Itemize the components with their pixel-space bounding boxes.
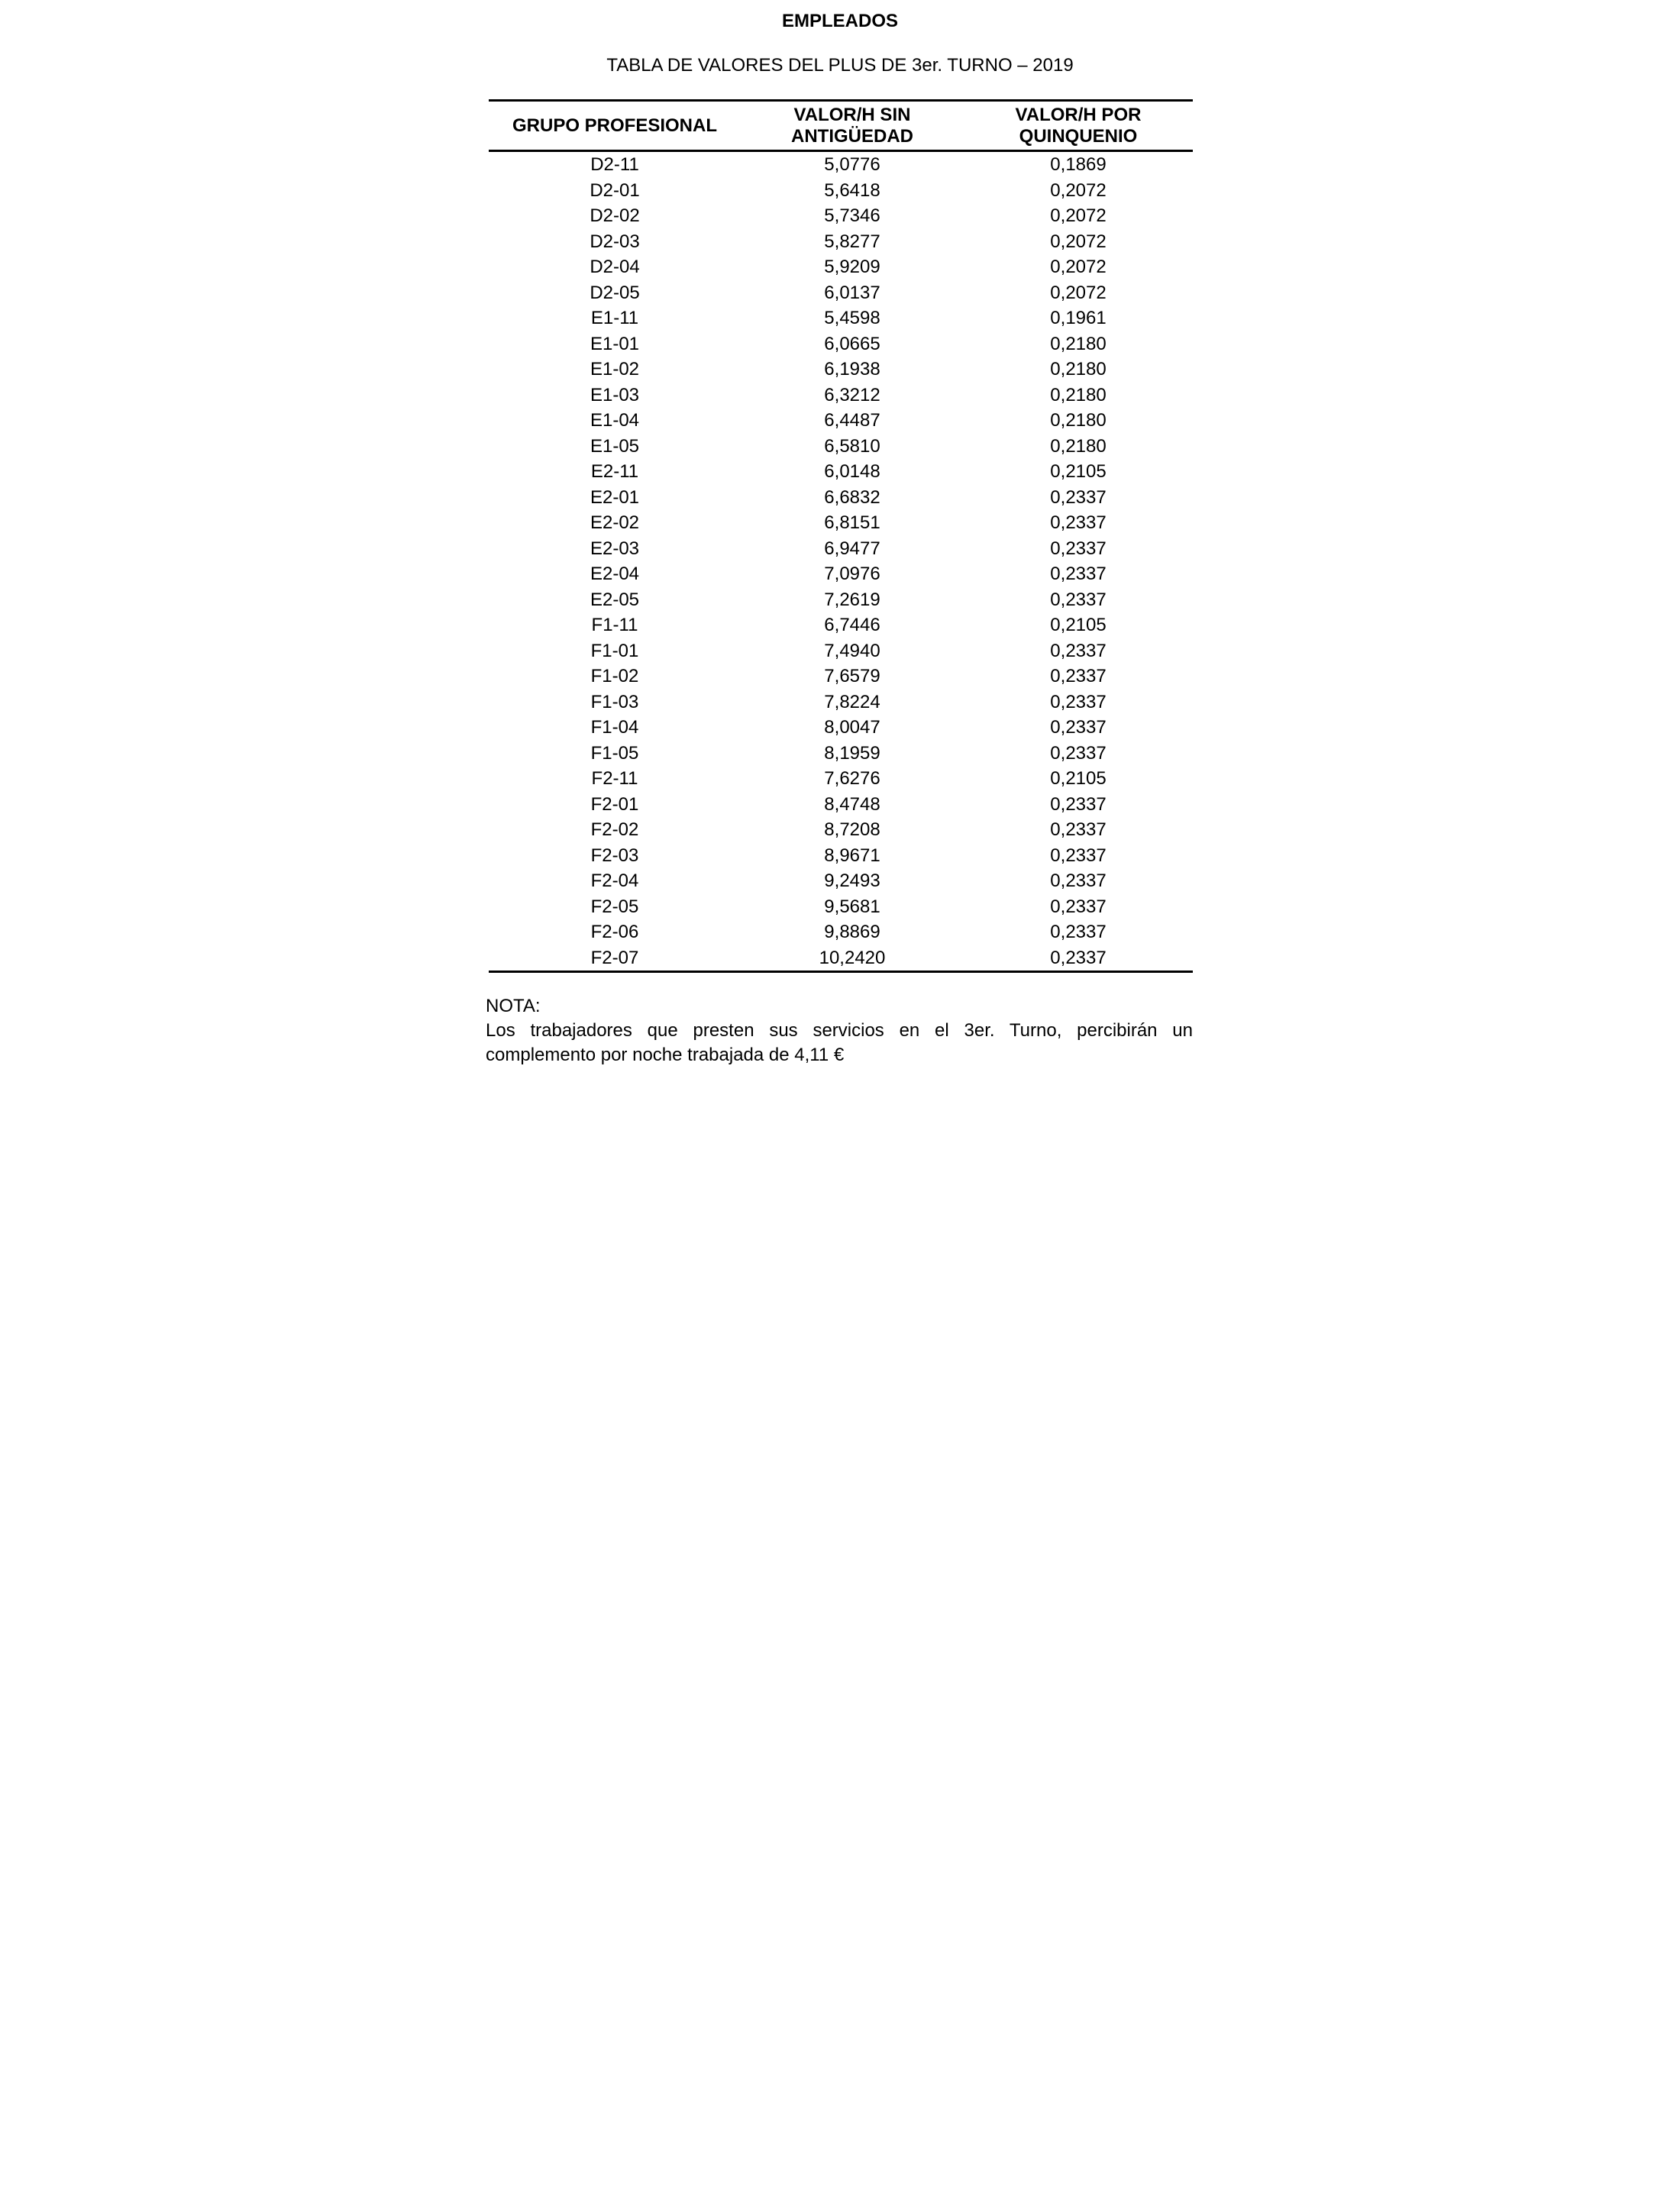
header-valor-sin-antiguedad-line1: VALOR/H SIN (793, 104, 911, 125)
cell-valor-por-quinquenio: 0,2337 (1050, 742, 1107, 764)
cell-valor-por-quinquenio: 0,2337 (1050, 538, 1107, 559)
cell-valor-sin-antiguedad: 6,3212 (824, 384, 880, 405)
cell-valor-sin-antiguedad: 5,0776 (824, 154, 880, 175)
cell-valor-por-quinquenio: 0,2072 (1050, 257, 1107, 277)
header-valor-por-quinquenio-line1: VALOR/H POR (1015, 104, 1142, 125)
cell-valor-por-quinquenio: 0,2180 (1050, 410, 1107, 431)
cell-valor-por-quinquenio: 0,2337 (1050, 666, 1107, 686)
cell-valor-sin-antiguedad: 5,9209 (824, 257, 880, 277)
cell-grupo-profesional: F2-04 (590, 870, 639, 891)
cell-valor-por-quinquenio: 0,2337 (1050, 845, 1107, 866)
cell-grupo-profesional: E1-11 (590, 308, 639, 328)
cell-valor-por-quinquenio: 0,2337 (1050, 512, 1107, 533)
cell-valor-sin-antiguedad: 6,7446 (824, 615, 880, 635)
table-row (489, 510, 1193, 536)
cell-grupo-profesional: F2-05 (590, 896, 639, 917)
table-row (489, 690, 1193, 715)
cell-grupo-profesional: E1-05 (590, 435, 640, 457)
table-row (489, 919, 1193, 945)
cell-valor-por-quinquenio: 0,2180 (1050, 333, 1107, 354)
cell-grupo-profesional: F2-11 (591, 768, 638, 789)
table-row (489, 485, 1193, 511)
header-valor-sin-antiguedad-line2: ANTIGÜEDAD (791, 125, 913, 147)
cell-grupo-profesional: F2-03 (590, 845, 639, 866)
cell-valor-sin-antiguedad: 7,6276 (824, 768, 880, 789)
cell-valor-por-quinquenio: 0,2337 (1050, 717, 1107, 738)
cell-valor-por-quinquenio: 0,2337 (1050, 819, 1107, 840)
cell-grupo-profesional: F1-03 (590, 691, 639, 712)
cell-valor-por-quinquenio: 0,2337 (1050, 564, 1107, 584)
table-row (489, 383, 1193, 409)
values-table (489, 99, 1193, 973)
cell-valor-por-quinquenio: 0,2072 (1050, 179, 1107, 201)
cell-valor-por-quinquenio: 0,2072 (1050, 282, 1107, 303)
cell-grupo-profesional: E2-04 (590, 564, 640, 584)
header-grupo-profesional (489, 101, 741, 151)
note-label: NOTA: (486, 996, 541, 1016)
table-row (489, 280, 1193, 306)
cell-valor-por-quinquenio: 0,2105 (1050, 768, 1107, 789)
cell-valor-sin-antiguedad: 6,0148 (824, 461, 880, 482)
cell-grupo-profesional: D2-01 (590, 179, 640, 201)
table-row (489, 843, 1193, 869)
cell-valor-sin-antiguedad: 5,6418 (824, 179, 880, 201)
cell-grupo-profesional: F1-04 (590, 717, 639, 738)
table-row (489, 561, 1193, 587)
cell-grupo-profesional: E2-11 (590, 461, 639, 482)
cell-valor-sin-antiguedad: 8,4748 (824, 793, 880, 815)
cell-valor-por-quinquenio: 0,2337 (1050, 691, 1107, 712)
cell-valor-sin-antiguedad: 6,5810 (824, 435, 880, 457)
cell-valor-sin-antiguedad: 6,0665 (824, 333, 880, 354)
cell-grupo-profesional: D2-11 (590, 154, 639, 175)
cell-valor-por-quinquenio: 0,2337 (1050, 922, 1107, 942)
header-valor-sin-antiguedad (741, 101, 964, 151)
table-row (489, 638, 1193, 664)
cell-grupo-profesional: F1-01 (590, 640, 639, 661)
table-row (489, 766, 1193, 792)
table-row (489, 536, 1193, 562)
cell-valor-sin-antiguedad: 6,0137 (824, 282, 880, 303)
table-row (489, 178, 1193, 204)
table-row (489, 459, 1193, 485)
cell-valor-por-quinquenio: 0,2337 (1050, 640, 1107, 661)
header-grupo-profesional-label: GRUPO PROFESIONAL (512, 115, 718, 136)
cell-grupo-profesional: E1-02 (590, 359, 640, 379)
cell-valor-sin-antiguedad: 5,8277 (824, 231, 880, 252)
cell-grupo-profesional: D2-02 (590, 205, 640, 226)
table-row (489, 945, 1193, 972)
note-block (486, 994, 1193, 1067)
cell-valor-por-quinquenio: 0,2337 (964, 945, 1193, 972)
cell-valor-sin-antiguedad: 10,2420 (741, 945, 964, 972)
cell-valor-por-quinquenio: 0,2337 (1050, 896, 1107, 917)
cell-valor-sin-antiguedad: 5,4598 (824, 308, 880, 328)
cell-valor-sin-antiguedad: 9,5681 (824, 896, 880, 917)
cell-grupo-profesional: D2-03 (590, 231, 640, 252)
cell-valor-sin-antiguedad: 6,8151 (824, 512, 880, 533)
cell-valor-por-quinquenio: 0,2180 (1050, 384, 1107, 405)
cell-grupo-profesional: E1-01 (590, 333, 640, 354)
table-body (489, 151, 1193, 972)
table-row (489, 715, 1193, 741)
values-table-container (489, 99, 1193, 973)
table-row (489, 408, 1193, 434)
table-row (489, 612, 1193, 638)
cell-grupo-profesional: E2-05 (590, 589, 640, 610)
cell-valor-por-quinquenio: 0,2072 (1050, 231, 1107, 252)
cell-valor-por-quinquenio: 0,2337 (1050, 486, 1107, 508)
note-text: Los trabajadores que presten sus servicios en el 3er. Turno, percibirán un complemento por noche trabajada de 4,11 € (486, 1020, 1193, 1065)
cell-valor-sin-antiguedad: 8,0047 (824, 717, 880, 738)
table-row (489, 817, 1193, 843)
cell-grupo-profesional: F2-01 (590, 793, 639, 815)
cell-grupo-profesional: E2-03 (590, 538, 640, 559)
cell-valor-sin-antiguedad: 7,4940 (824, 640, 880, 661)
cell-grupo-profesional: E2-01 (590, 486, 640, 508)
table-row (489, 587, 1193, 613)
cell-grupo-profesional: F1-05 (590, 742, 639, 764)
table-row (489, 203, 1193, 229)
cell-grupo-profesional: F2-02 (590, 819, 639, 840)
table-row (489, 894, 1193, 920)
table-row (489, 664, 1193, 690)
cell-valor-sin-antiguedad: 6,1938 (824, 359, 880, 379)
cell-valor-por-quinquenio: 0,2105 (1050, 461, 1107, 482)
cell-grupo-profesional: F1-02 (590, 666, 639, 686)
header-valor-por-quinquenio (964, 101, 1193, 151)
cell-valor-sin-antiguedad: 7,6579 (824, 666, 880, 686)
document-title: EMPLEADOS (781, 11, 898, 31)
table-row (489, 331, 1193, 357)
cell-grupo-profesional: E2-02 (590, 512, 640, 533)
cell-valor-sin-antiguedad: 7,8224 (824, 691, 880, 712)
cell-valor-por-quinquenio: 0,2180 (1050, 359, 1107, 379)
cell-valor-sin-antiguedad: 6,9477 (824, 538, 880, 559)
cell-valor-por-quinquenio: 0,1869 (1050, 154, 1107, 175)
table-row (489, 229, 1193, 255)
cell-grupo-profesional: D2-05 (590, 282, 640, 303)
header-valor-por-quinquenio-line2: QUINQUENIO (1019, 125, 1138, 147)
cell-valor-sin-antiguedad: 6,6832 (824, 486, 880, 508)
cell-grupo-profesional: E1-03 (590, 384, 640, 405)
cell-valor-por-quinquenio: 0,2337 (1050, 793, 1107, 815)
table-row (489, 151, 1193, 178)
cell-valor-sin-antiguedad: 9,2493 (824, 870, 880, 891)
cell-valor-por-quinquenio: 0,2180 (1050, 435, 1107, 457)
cell-grupo-profesional: E1-04 (590, 410, 640, 431)
cell-valor-sin-antiguedad: 7,0976 (824, 564, 880, 584)
cell-valor-por-quinquenio: 0,2072 (1050, 205, 1107, 226)
cell-valor-por-quinquenio: 0,2337 (1050, 589, 1107, 610)
cell-valor-por-quinquenio: 0,1961 (1050, 308, 1107, 328)
table-row (489, 357, 1193, 383)
cell-valor-sin-antiguedad: 6,4487 (824, 410, 880, 431)
cell-valor-sin-antiguedad: 8,9671 (824, 845, 880, 866)
cell-grupo-profesional: F1-11 (591, 615, 638, 635)
table-row (489, 305, 1193, 331)
table-header-row (489, 101, 1193, 151)
cell-valor-sin-antiguedad: 7,2619 (824, 589, 880, 610)
cell-grupo-profesional: F2-07 (489, 945, 741, 972)
cell-grupo-profesional: F2-06 (590, 922, 639, 942)
table-row (489, 741, 1193, 767)
table-row (489, 868, 1193, 894)
document-subtitle: TABLA DE VALORES DEL PLUS DE 3er. TURNO – 2019 (606, 55, 1074, 76)
cell-valor-por-quinquenio: 0,2105 (1050, 615, 1107, 635)
cell-grupo-profesional: D2-04 (590, 257, 640, 277)
cell-valor-por-quinquenio: 0,2337 (1050, 870, 1107, 891)
table-row (489, 254, 1193, 280)
table-header (489, 101, 1193, 151)
cell-valor-sin-antiguedad: 5,7346 (824, 205, 880, 226)
cell-valor-sin-antiguedad: 9,8869 (824, 922, 880, 942)
table-row (489, 434, 1193, 460)
table-row (489, 792, 1193, 818)
cell-valor-sin-antiguedad: 8,7208 (824, 819, 880, 840)
cell-valor-sin-antiguedad: 8,1959 (824, 742, 880, 764)
